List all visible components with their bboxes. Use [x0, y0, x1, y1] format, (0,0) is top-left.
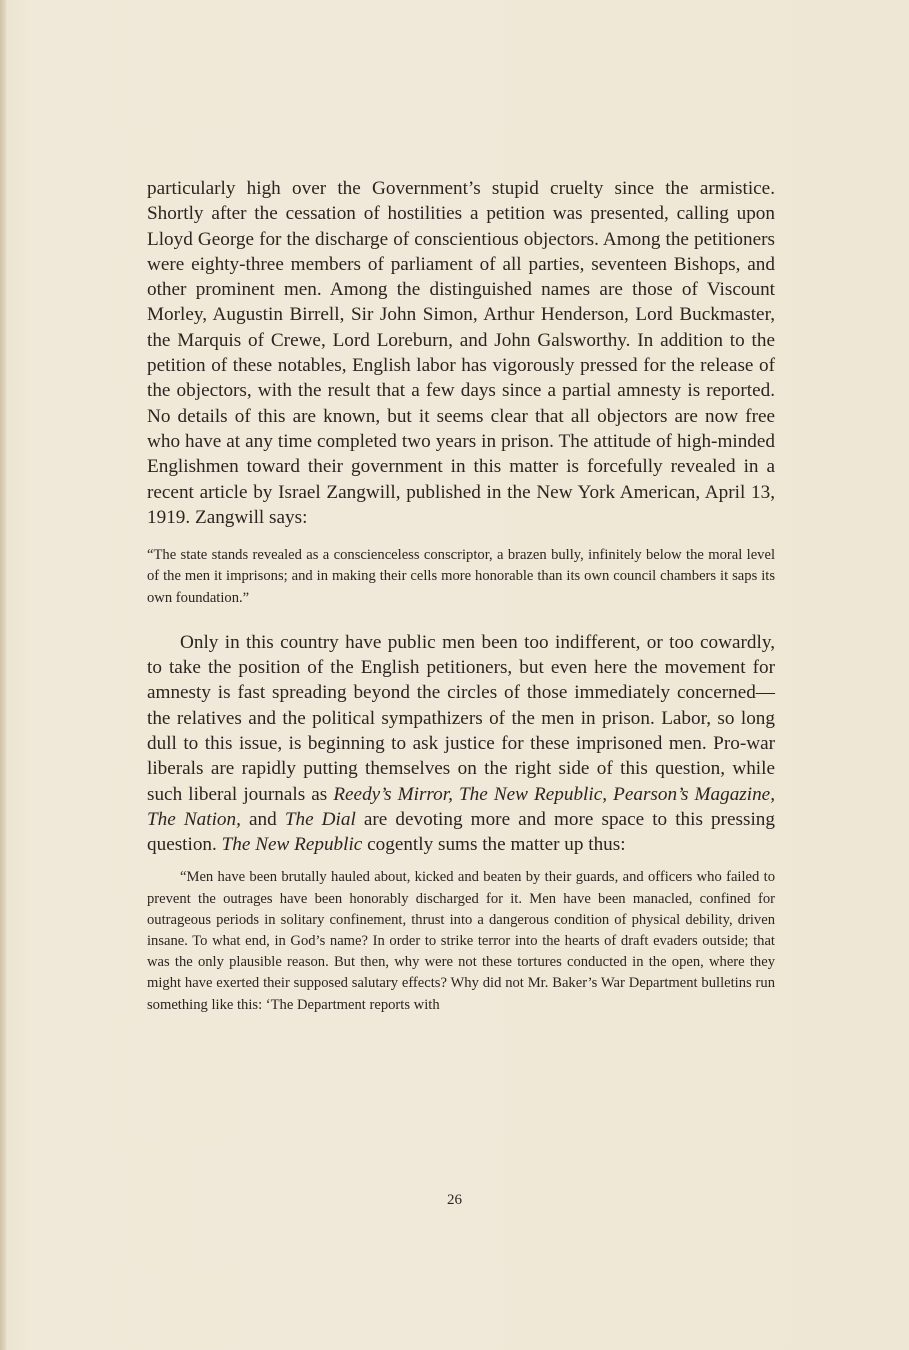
new-republic-quote: “Men have been brutally hauled about, kicked and beaten by their guards, and officers who failed to prevent the outrages have been honorably discharged for it. Men have been manacled, confined for outrageous periods in solitary confinement, thrust into a dangerous condition of physical debility, driven insane. To what end, in God’s name? In order to strike terror into the hearts of draft evaders outside; that was the only plausible reason. But then, why were not these tortures conducted in the open, where they might have exerted their supposed salutary effects? Why did not Mr. Baker’s War Department bulletins run something like this: ‘The Department reports with: [147, 869, 775, 1013]
page-body: [147, 176, 775, 1016]
paragraph-2: [147, 630, 775, 858]
paragraph-2-text-4: cogently sums the matter up thus:: [362, 834, 626, 856]
page-number: 26: [447, 1192, 462, 1208]
journal-names: Reedy’s Mirror, The New Republic, Pearson’s Magazine, The Nation,: [147, 783, 775, 830]
paragraph-1: particularly high over the Government’s stupid cruelty since the armistice. Shortly after the cessation of hostilities a petition was presented, calling upon Lloyd George for the discharge of conscientious objectors. Among the petitioners were eighty-three members of parliament of all parties, seventeen Bishops, and other prominent men. Among the distinguished names are those of Viscount Morley, Augustin Birrell, Sir John Simon, Arthur Henderson, Lord Buckmaster, the Marquis of Crewe, Lord Loreburn, and John Galsworthy. In addition to the petition of these notables, English labor has vigorously pressed for the release of the objectors, with the result that a few days since a partial amnesty is reported. No details of this are known, but it seems clear that all objectors are now free who have at any time completed two years in prison. The attitude of high-minded Englishmen toward their government in this matter is forcefully revealed in a recent article by Israel Zangwill, published in the New York American, April 13, 1919. Zangwill says:: [147, 178, 775, 528]
paragraph-2-text-3: are devoting more and more space to this pressing question.: [147, 808, 775, 856]
zangwill-quote: “The state stands revealed as a conscienceless conscriptor, a brazen bully, infinitely below the moral level of the men it imprisons; and in making their cells more honorable than its own council chambers it saps its own foundation.”: [147, 547, 775, 606]
paragraph-2-text-2: and: [240, 808, 285, 830]
paragraph-2-text-1: Only in this country have public men been too indifferent, or too cowardly, to take the position of the English petitioners, but even here the movement for amnesty is fast spreading beyond the circles of those immediately concerned—the relatives and the political sympathizers of the men in prison. Labor, so long dull to this issue, is beginning to ask justice for these imprisoned men. Pro-war liberals are rapidly putting themselves on the right side of this question, while such liberal journals as: [147, 631, 775, 805]
journal-new-republic: The New Republic: [221, 834, 363, 856]
page-spine-edge: [0, 0, 6, 1350]
journal-the-dial: The Dial: [284, 808, 356, 830]
